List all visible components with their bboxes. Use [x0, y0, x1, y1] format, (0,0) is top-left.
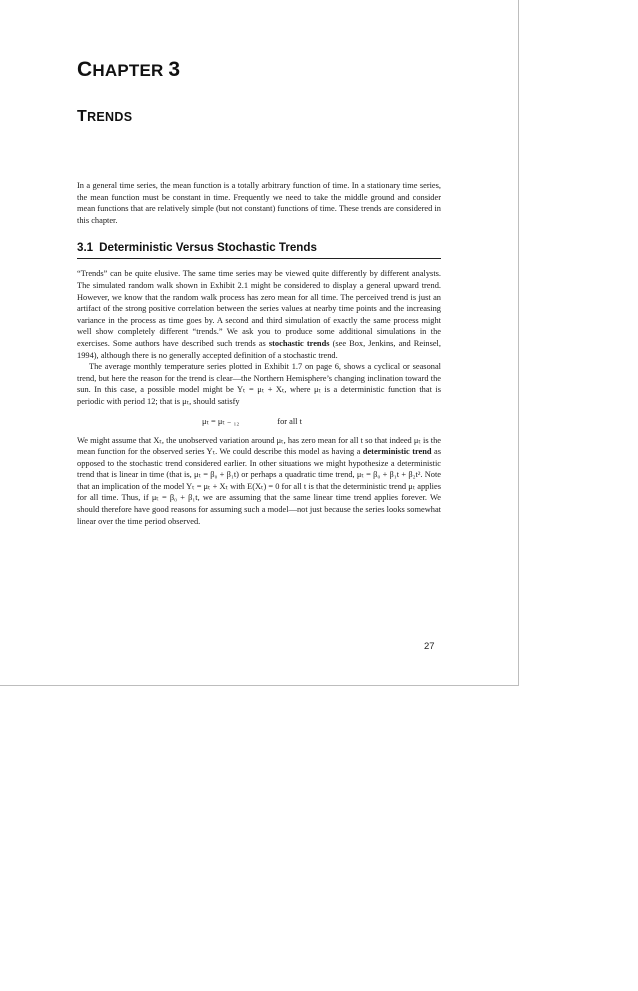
- paragraph1-bold-term: stochastic trends: [268, 338, 330, 348]
- chapter-title: [77, 108, 441, 126]
- section-heading: [77, 241, 441, 259]
- paragraph3-text-after: as opposed to the stochastic trend considered earlier. In other situations we might hypothesize a deterministic trend that is linear in time (that is, μₜ = β₀ + β₁t) or perhaps a quadratic time trend, μₜ = β₀ + β₁t + β₂t². Note that an implication of the model Yₜ = μₜ + Xₜ with E(Xₜ) = 0 for all t is that the deterministic trend μₜ applies for all time. Thus, if μₜ = β₀ + β₁t, we are assuming that the same linear time trend applies forever. We should therefore have good reasons for assuming such a model—not just because the series looks somewhat linear over the time period observed.: [77, 447, 441, 526]
- paragraph-stochastic-trends: [77, 268, 441, 361]
- paragraph3-bold-term: deterministic trend: [362, 447, 432, 457]
- paragraph-seasonal-trend: The average monthly temperature series plotted in Exhibit 1.7 on page 6, shows a cyclical or seasonal trend, but here the reason for the trend is clear—the Northern Hemisphere’s changing inclination toward the sun. In this case, a possible model might be Yₜ = μₜ + Xₜ, where μₜ is a deterministic function that is periodic with period 12; that is μₜ, should satisfy: [77, 362, 441, 406]
- chapter-word-rest: HAPTER: [92, 61, 164, 80]
- chapter-heading: [77, 58, 441, 82]
- page-number: 27: [424, 641, 435, 652]
- paragraph-deterministic-trend: [77, 435, 441, 528]
- chapter-title-initial: T: [77, 108, 88, 125]
- chapter-number: 3: [168, 58, 181, 81]
- chapter-title-rest: RENDS: [87, 110, 133, 124]
- intro-paragraph: In a general time series, the mean function is a totally arbitrary function of time. In a stationary time series, the mean function must be constant in time. Frequently we need to take the middle ground and consider mean functions that are relatively simple (but not constant) functions of time. These trends are considered in this chapter.: [77, 181, 441, 225]
- section-number: 3.1: [77, 241, 94, 255]
- section-title: Deterministic Versus Stochastic Trends: [99, 241, 317, 255]
- equation-right: for all t: [277, 416, 302, 426]
- page-content: [77, 58, 441, 527]
- paragraph1-text-before: “Trends” can be quite elusive. The same time series may be viewed quite differently by different analysts. The simulated random walk shown in Exhibit 2.1 might be considered to display a general upward trend. However, we know that the random walk process has zero mean for all time. The perceived trend is just an artifact of the strong positive correlation between the series values at nearby time points and the increasing variance in the process as time goes by. A second and third simulation of exactly the same process might well show completely different “trends.” We ask you to produce some additional simulations in the exercises. Some authors have described such trends as: [77, 269, 441, 348]
- chapter-word-initial: C: [77, 58, 93, 81]
- paragraph1-text-after: (see Box, Jenkins, and Reinsel, 1994), although there is no generally accepted definition of a stochastic trend.: [77, 338, 441, 360]
- paragraph3-text-before: We might assume that Xₜ, the unobserved variation around μₜ, has zero mean for all t so that indeed μₜ is the mean function for the observed series Yₜ. We could describe this model as having a: [77, 435, 441, 457]
- equation-left: μₜ = μₜ ₋ ₁₂: [202, 416, 240, 426]
- equation: [202, 416, 441, 428]
